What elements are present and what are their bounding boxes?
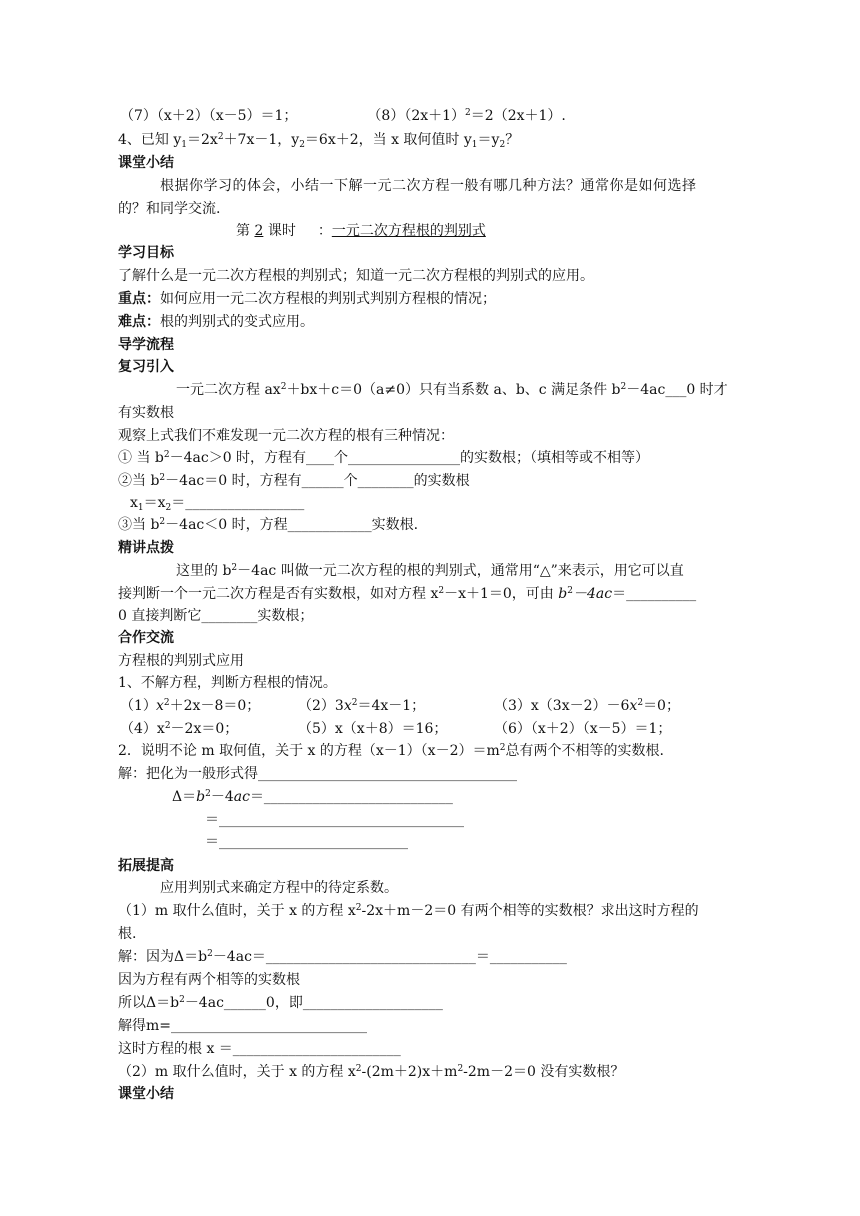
section-heading-summary-2: 课堂小结: [118, 1086, 174, 1102]
case-2-roots: $x_1=x_2=\_\_\_\_\_\_\_\_\_\_\_\_\_\_\_\_\_$: [130, 495, 305, 513]
extend-q1-cont: 根.: [118, 926, 137, 942]
explain-text-3: 0 直接判断它________实数根；: [118, 608, 314, 624]
section-heading-summary: 课堂小结: [118, 155, 174, 171]
coop-q1: 1、不解方程，判断方程根的情况。: [118, 675, 337, 691]
extend-q2: （2）m 取什么值时，关于 x 的方程 $x^2-(2m+2)x+m^2-2m-2=0$ 没有实数根？: [118, 1064, 625, 1080]
section-heading-goals: 学习目标: [118, 245, 174, 261]
explain-text-1: 这里的 $b^2-4ac$ 叫做一元二次方程的根的判别式，通常用“△”来表示，用它可以直: [176, 563, 684, 579]
section-heading-cooperate: 合作交流: [118, 630, 174, 646]
extend-sol-1: 解：因为$\Delta=b^2-4ac=\_\_\_\_\_\_\_\_\_\_\_\_\_\_\_\_\_\_\_\_\_\_\_\_\_\_\_\_\_\_=\_\_\_\_\_\_\_\_\_\_\_$: [118, 949, 567, 965]
difficult-point: 难点：根的判别式的变式应用。: [118, 314, 314, 330]
extend-sol-2: 因为方程有两个相等的实数根: [118, 972, 300, 988]
extend-sol-3: 所以$\Delta=b^2-4ac\_\_\_\_\_\_0$，即____________________: [118, 995, 443, 1011]
coop-delta-3: ＝___________________________: [205, 834, 408, 850]
extend-sol-5: 这时方程的根 x ＝________________________: [118, 1041, 401, 1057]
summary-text-1: 根据你学习的体会，小结一下解一元二次方程一般有哪几种方法？通常你是如何选择: [160, 178, 697, 194]
goals-text: 了解什么是一元二次方程根的判别式；知道一元二次方程根的判别式的应用。: [118, 268, 594, 284]
extend-q1: （1）m 取什么值时，关于 x 的方程 $x^2-2x+m-2=0$ 有两个相等的实数根？求出这时方程的: [118, 903, 699, 919]
coop-solution: 解：把化为一般形式得_____________________________________: [118, 766, 517, 782]
section-heading-explain: 精讲点拨: [118, 540, 174, 556]
coop-subtitle: 方程根的判别式应用: [118, 653, 244, 669]
extend-intro: 应用判别式来确定方程中的待定系数。: [160, 880, 398, 896]
explain-text-2: 接判断一个一元二次方程是否有实数根，如对方程 $x^2-x+1=0$，可由 $b^2-4ac=\_\_\_\_\_\_\_\_\_\_$: [118, 586, 697, 602]
review-text-1: 一元二次方程 $ax^2+bx+c=0(a\ne 0)$只有当系数 a、b、c 满足条件 $b^2-4ac\_\_\_0$ 时才: [176, 382, 728, 398]
section-heading-extend: 拓展提高: [118, 858, 174, 874]
case-1: ① 当 $b^2-4ac>0$ 时，方程有____个________________的实数根；（填相等或不相等）: [118, 450, 650, 466]
case-2: ②当 $b^2-4ac=0$ 时，方程有______个________的实数根: [118, 473, 470, 489]
section-heading-flow: 导学流程: [118, 337, 174, 353]
case-3: ③当 $b^2-4ac<0$ 时，方程____________实数根.: [118, 517, 419, 533]
extend-sol-4: 解得m=____________________________: [118, 1018, 368, 1034]
section-heading-review: 复习引入: [118, 359, 174, 375]
coop-delta-1: $\Delta=b^2-4ac=\_\_\_\_\_\_\_\_\_\_\_\_\_\_\_\_\_\_\_\_\_\_\_\_\_\_\_$: [172, 789, 453, 805]
summary-text-2: 的？和同学交流.: [118, 201, 221, 217]
review-text-3: 观察上式我们不难发现一元二次方程的根有三种情况：: [118, 428, 454, 444]
key-point: 重点：如何应用一元二次方程根的判别式判别方程根的情况；: [118, 291, 496, 307]
exercise-line-7-8: （7）（x＋2）（x－5）＝1； $(8)(2x+1)^2=2(2x+1)$.: [120, 108, 566, 124]
document-page: （7）（x＋2）（x－5）＝1； $(8)(2x+1)^2=2(2x+1)$. 4、已知 $y_1=2x^2+7x-1$，$y_2=6x+2$，当 x 取何值时 $y_1=y_2$？ 课堂小结 根据你学习的体会，小结一下解一元二次方程一般有哪几种方法？通常你是如何选择 的？和同学交流. 第 2 课时 ：一元二次方程根的判别式 学习目标 了解什么是一元二次方程根的判别式；知道一元二次方程根的判别式的应用。 重点：如何应用一元二次方程根的判别式判别方程根的情况； 难点：根的判别式的变式应用。 导学流程 复习引入 一元二次方程 $ax^2+bx+c=0(a\ne 0)$只有当系数 a、b、c 满足条件 $b^2-4ac\_\_\_0$ 时才 有实数根 观察上式我们不难发现一元二次方程的根有三种情况： ① 当 $b^2-4ac>0$ 时，方程有____个________________的实数根；（填相等或不相等） ②当 $b^2-4ac=0$ 时，方程有______个________的实数根 $x_1=x_2=\_\_\_\_\_\_\_\_\_\_\_\_\_\_\_\_\_$ ③当 $b^2-4ac<0$ 时，方程____________实数根. 精讲点拨 这里的 $b^2-4ac$ 叫做一元二次方程的根的判别式，通常用“△”来表示，用它可以直 接判断一个一元二次方程是否有实数根，如对方程 $x^2-x+1=0$，可由 $b^2-4ac=\_\_\_\_\_\_\_\_\_\_$ 0 直接判断它________实数根； 合作交流 方程根的判别式应用 1、不解方程，判断方程根的情况。 （1） $x^2+2x-8=0$； $(2)3x^2=4x-1$； $(3)x(3x-2)-6x^2=0$； $(4)x^2-2x=0$； （5）x（x＋8）＝16； （6）（x＋2）（x－5）＝1； 2．说明不论 m 取何值，关于 x 的方程$(x-1)(x-2)=m^2$总有两个不相等的实数根. 解：把化为一般形式得_____________________________________ $\Delta=b^2-4ac=\_\_\_\_\_\_\_\_\_\_\_\_\_\_\_\_\_\_\_\_\_\_\_\_\_\_\_$ ＝___________________________________ ＝___________________________ 拓展提高 应用判别式来确定方程中的待定系数。 （1）m 取什么值时，关于 x 的方程 $x^2-2x+m-2=0$ 有两个相等的实数根？求出这时方程的 根. 解：因为$\Delta=b^2-4ac=\_\_\_\_\_\_\_\_\_\_\_\_\_\_\_\_\_\_\_\_\_\_\_\_\_\_\_\_\_\_=\_\_\_\_\_\_\_\_\_\_\_$ 因为方程有两个相等的实数根 所以$\Delta=b^2-4ac\_\_\_\_\_\_0$，即____________________ 解得m=____________________________ 这时方程的根 x ＝________________________ （2）m 取什么值时，关于 x 的方程 $x^2-(2m+2)x+m^2-2m-2=0$ 没有实数根？ 课堂小结: [118, 108, 728, 1102]
coop-delta-2: ＝___________________________________: [205, 812, 464, 828]
review-text-2: 有实数根: [118, 405, 174, 421]
coop-q2: 2．说明不论 m 取何值，关于 x 的方程$(x-1)(x-2)=m^2$总有两个不相等的实数根.: [118, 743, 664, 759]
exercise-4: 4、已知 $y_1=2x^2+7x-1$，$y_2=6x+2$，当 x 取何值时 $y_1=y_2$？: [118, 132, 520, 150]
lesson-title: 第 2 课时 ：一元二次方程根的判别式: [236, 223, 486, 239]
